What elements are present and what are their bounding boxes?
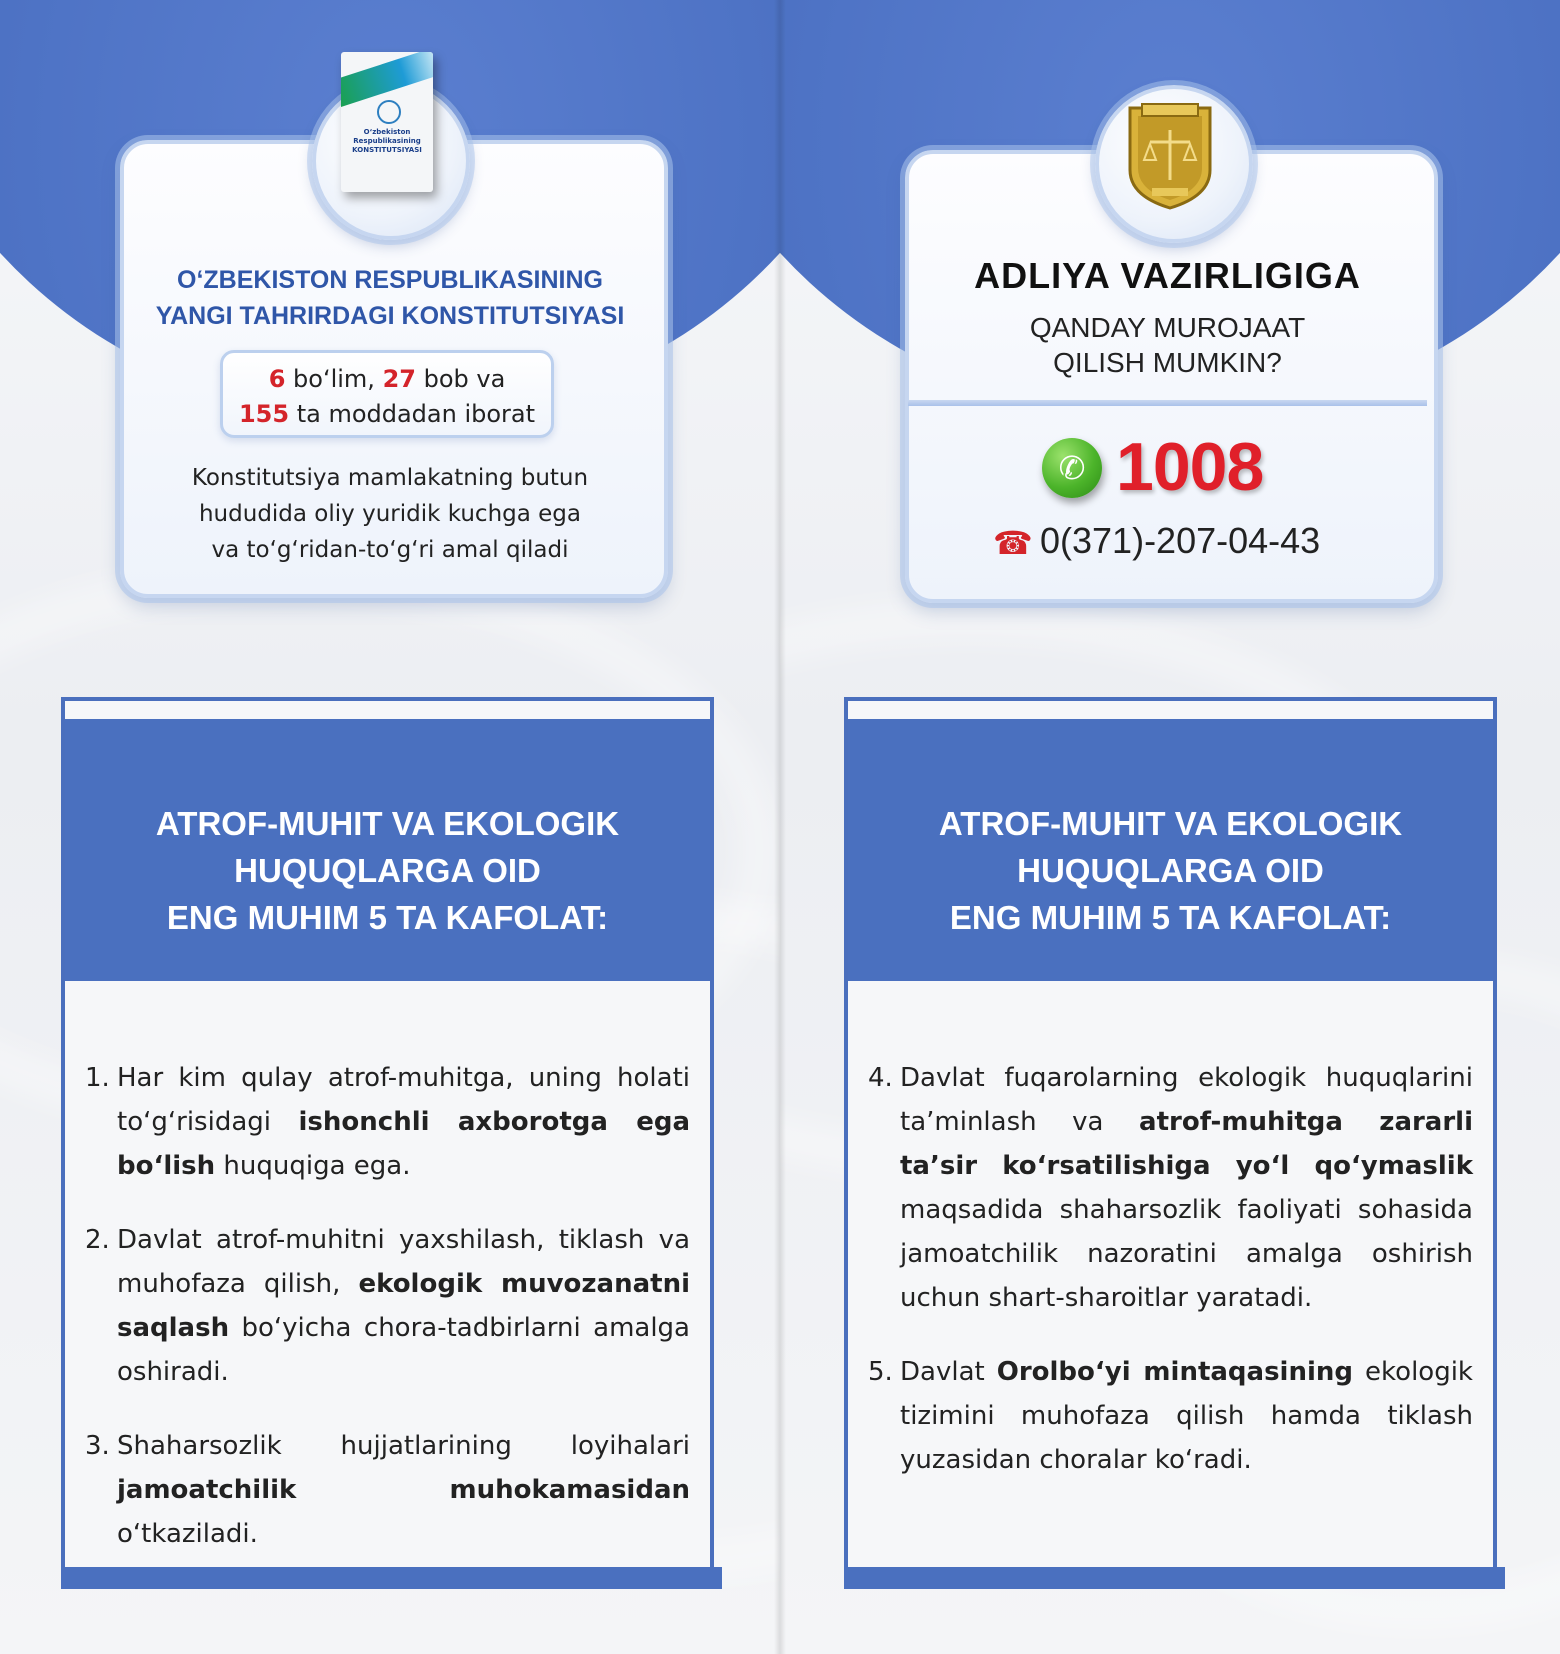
guarantee-item (868, 1350, 1473, 1482)
item-text: Davlat (900, 1357, 997, 1387)
book-cover-text: O‘zbekiston Respublikasining KONSTITUTSIYASI (352, 128, 422, 154)
description-line2: hududida oliy yuridik kuchga ega (198, 501, 581, 527)
guarantees-footer-bar (61, 1567, 722, 1589)
stats-line2 (223, 397, 551, 432)
sections-text: bo‘lim, (285, 365, 383, 393)
emblem-icon (377, 100, 401, 124)
guarantees-title (65, 800, 710, 941)
constitution-title-line2: YANGI TAHRIRDAGI KONSTITUTSIYASI (155, 302, 625, 330)
item-number: 4. (868, 1063, 893, 1093)
subtitle-line1: QANDAY MUROJAAT (1029, 312, 1306, 343)
telephone-icon: ☎ (993, 524, 1033, 562)
guarantees-header (65, 719, 710, 981)
hotline-number[interactable]: 1008 (1116, 429, 1264, 505)
item-emphasis: jamoatchilik muhokamasidan (117, 1475, 690, 1505)
item-number: 5. (868, 1357, 893, 1387)
item-text: bo‘yicha chora-tadbirlarni amalga oshiradi. (117, 1313, 690, 1387)
constitution-description (135, 460, 645, 568)
item-number: 1. (85, 1063, 110, 1093)
guarantee-item (85, 1424, 690, 1556)
item-text: Davlat fuqarolarning ekologik huquqlarini ta’minlash va (900, 1063, 1473, 1137)
item-text: Shaharsozlik hujjatlarining loyihalari (117, 1431, 690, 1461)
ministry-title: ADLIYA VAZIRLIGIGA (974, 255, 1361, 296)
sections-number: 6 (268, 365, 286, 393)
card-divider (908, 400, 1427, 406)
right-panel (780, 0, 1560, 1654)
guarantee-item (868, 1056, 1473, 1320)
guarantees-title-line1: ATROF-MUHIT VA EKOLOGIK (938, 805, 1403, 842)
guarantee-item (85, 1218, 690, 1394)
ministry-subtitle (905, 310, 1430, 380)
guarantees-footer-bar (844, 1567, 1505, 1589)
item-emphasis: atrof-muhitga zararli ta’sir ko‘rsatilishiga yo‘l qo‘ymaslik (900, 1107, 1473, 1181)
constitution-stats (220, 350, 554, 438)
guarantees-title-line2: HUQUQLARGA OID (234, 852, 541, 889)
item-number: 3. (85, 1431, 110, 1461)
guarantee-list (868, 1056, 1473, 1512)
guarantees-title-line3: ENG MUHIM 5 TA KAFOLAT: (949, 899, 1392, 936)
guarantees-title-line3: ENG MUHIM 5 TA KAFOLAT: (166, 899, 609, 936)
description-line1: Konstitutsiya mamlakatning butun (191, 465, 589, 491)
subtitle-line2: QILISH MUMKIN? (1053, 347, 1282, 378)
guarantees-box-right (844, 697, 1497, 1589)
constitution-title-line1: O‘ZBEKISTON RESPUBLIKASINING (177, 266, 603, 294)
stats-line1 (223, 362, 551, 397)
guarantees-title (848, 800, 1493, 941)
constitution-title (130, 262, 650, 334)
chapters-text: bob va (415, 365, 506, 393)
description-line3: va to‘g‘ridan-to‘g‘ri amal qiladi (211, 537, 569, 563)
item-emphasis: ekologik muvozanatni saqlash (117, 1269, 690, 1343)
phone-number[interactable]: 0(371)-207-04-43 (1040, 520, 1321, 561)
guarantee-item (85, 1056, 690, 1188)
guarantees-title-line2: HUQUQLARGA OID (1017, 852, 1324, 889)
item-text: Har kim qulay atrof-muhitga, uning holati to‘g‘risidagi (117, 1063, 690, 1137)
item-text: huquqiga ega. (215, 1151, 411, 1181)
justice-emblem-icon (1118, 100, 1222, 212)
guarantees-box-left (61, 697, 714, 1589)
item-number: 2. (85, 1225, 110, 1255)
articles-text: ta moddadan iborat (289, 400, 536, 428)
item-emphasis: Orolbo‘yi mintaqasining (996, 1357, 1354, 1387)
item-text: ekologik tizimini muhofaza qilish hamda tiklash yuzasidan choralar ko‘radi. (900, 1357, 1473, 1475)
item-emphasis: ishonchli axborotga ega bo‘lish (117, 1107, 691, 1181)
chapters-number: 27 (382, 365, 416, 393)
articles-number: 155 (238, 400, 290, 428)
item-text: o‘tkaziladi. (117, 1519, 258, 1549)
phone-handset-icon: ✆ (1042, 438, 1102, 498)
constitution-book-icon (341, 52, 433, 192)
guarantees-title-line1: ATROF-MUHIT VA EKOLOGIK (155, 805, 620, 842)
fold-gutter (774, 0, 786, 1654)
item-text: maqsadida shaharsozlik faoliyati sohasida jamoatchilik nazoratini amalga oshirish uchun shart-sharoitlar yaratadi. (900, 1195, 1473, 1313)
guarantee-list (85, 1056, 690, 1586)
guarantees-header (848, 719, 1493, 981)
item-text: Davlat atrof-muhitni yaxshilash, tiklash va muhofaza qilish, (117, 1225, 690, 1299)
